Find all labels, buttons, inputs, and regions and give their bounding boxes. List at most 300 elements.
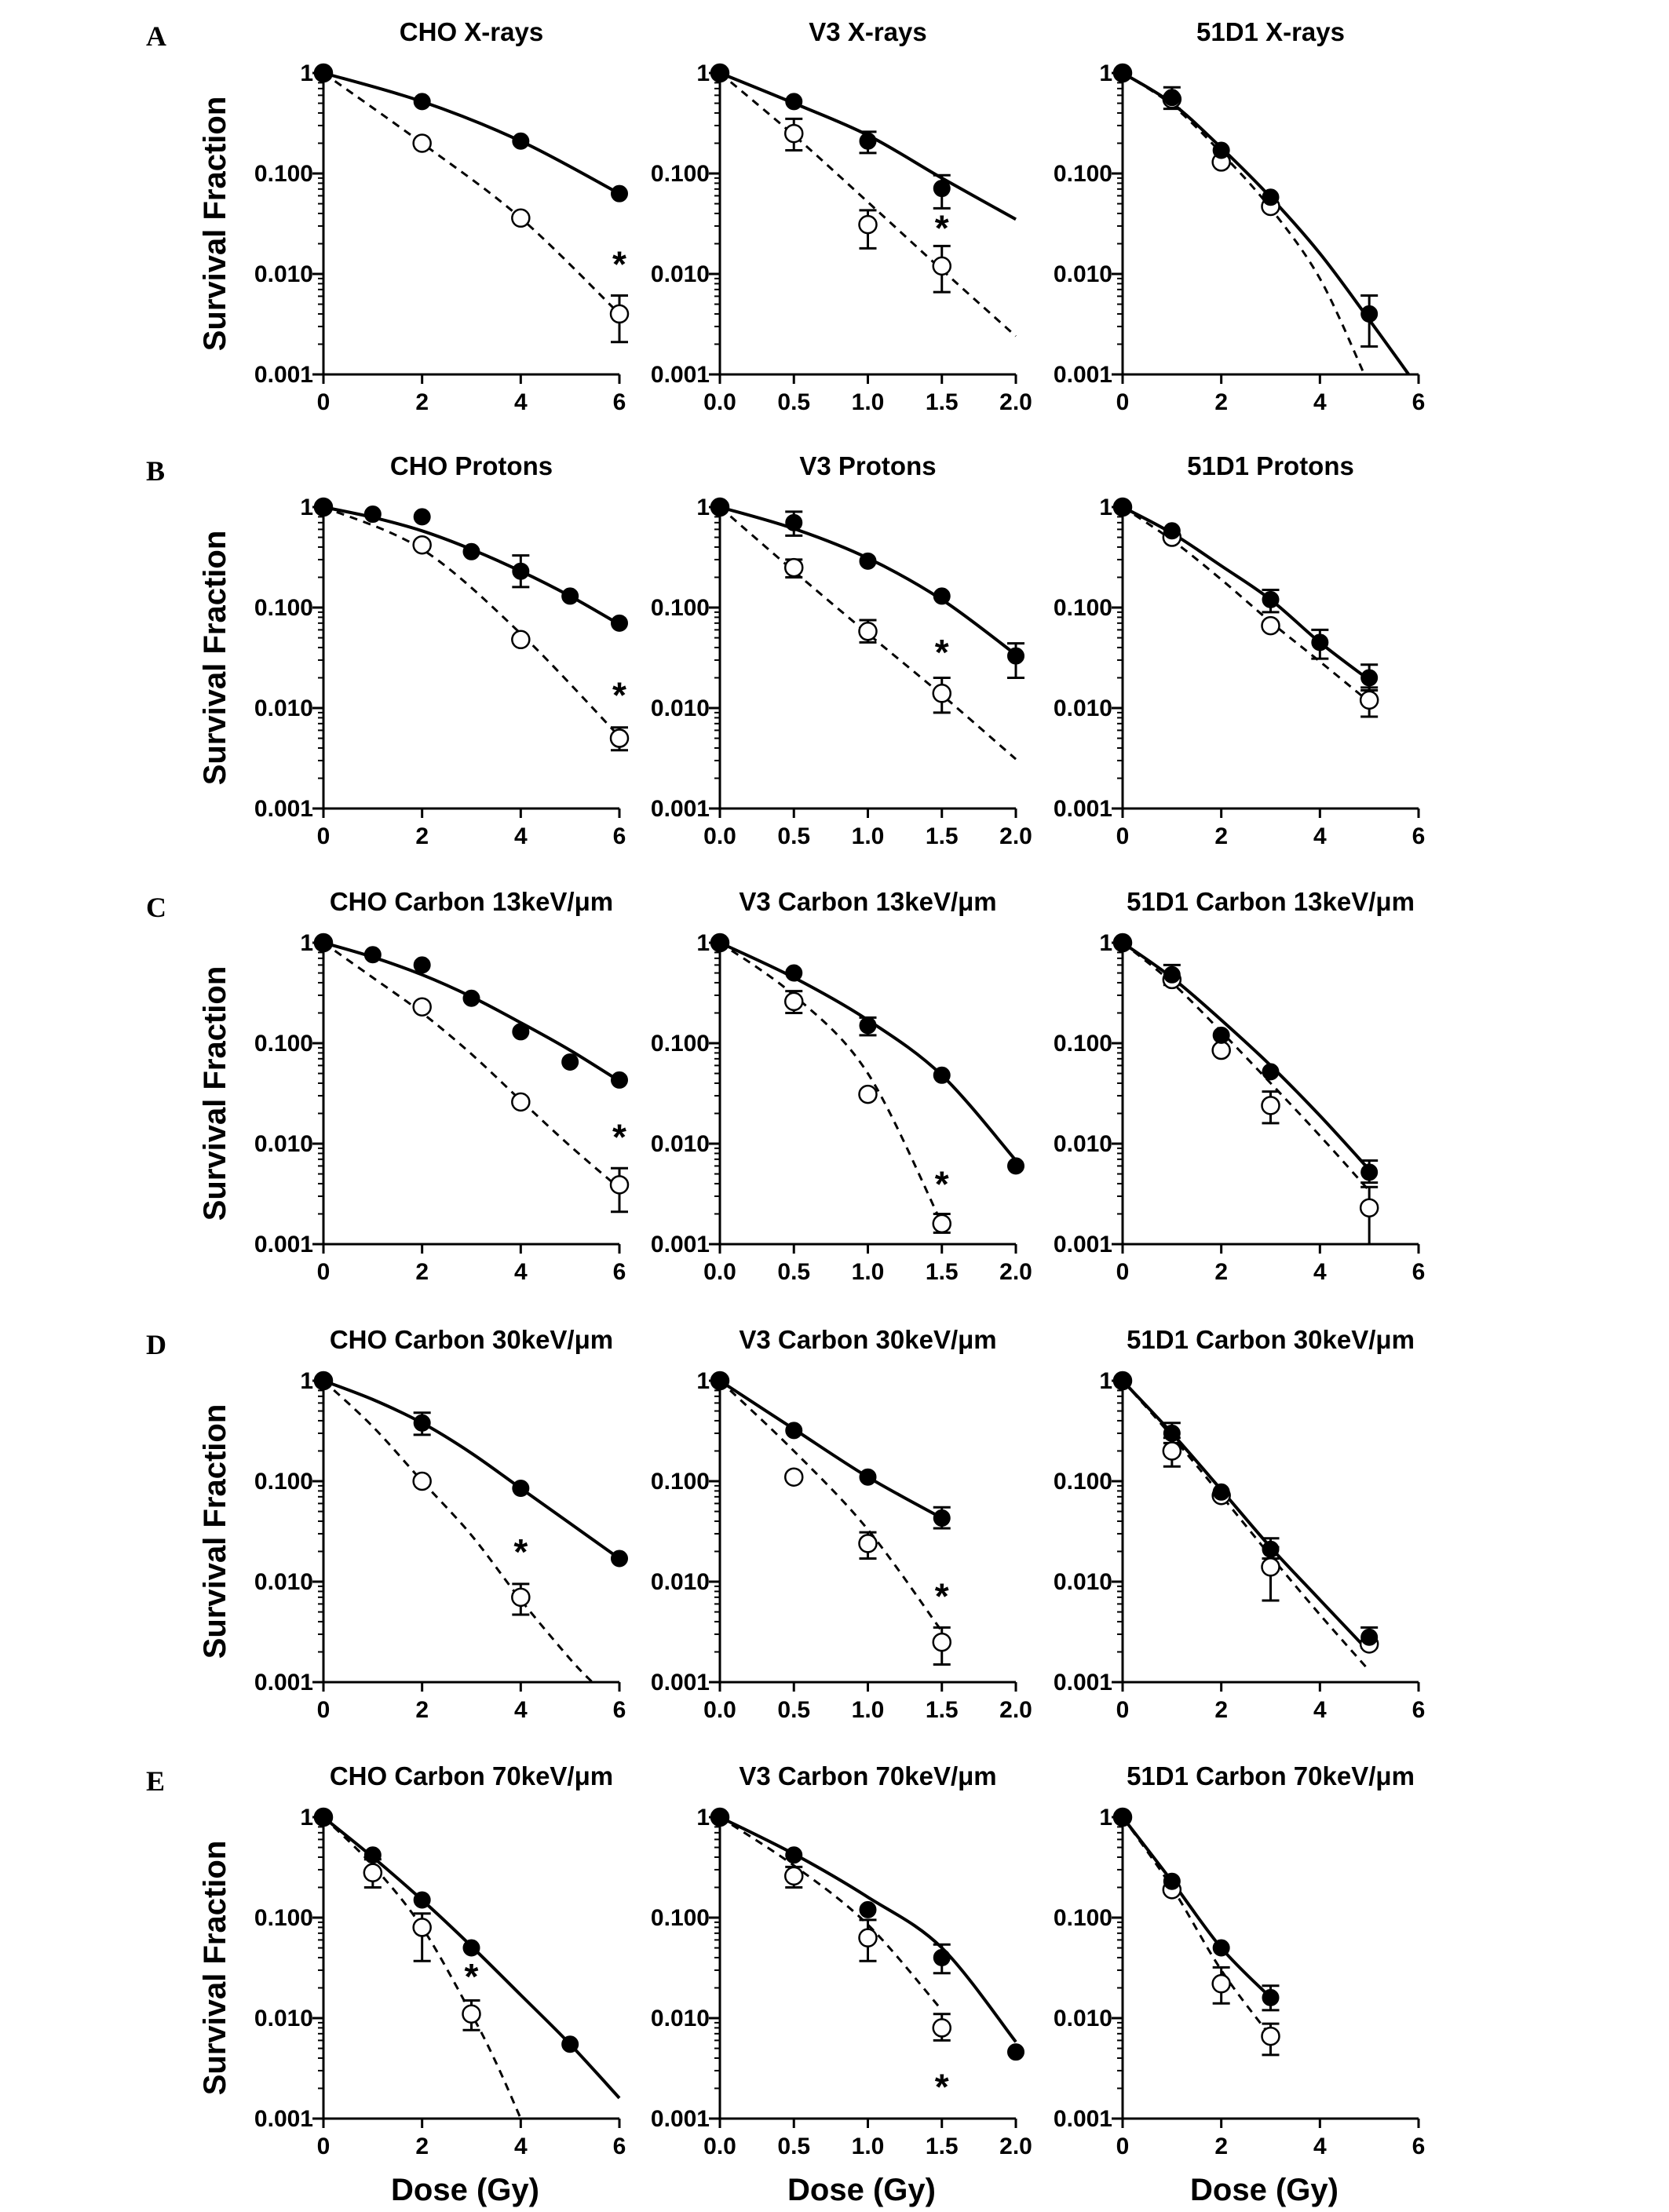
y-tick-label: 1 [696, 495, 710, 520]
open-data-point [933, 684, 951, 702]
x-tick-label: 2 [1214, 823, 1229, 849]
chart-cho-carbon-13kev-m [198, 887, 628, 1285]
y-axis-title: Survival Fraction [198, 530, 232, 786]
x-tick-label: 1.5 [925, 389, 959, 415]
open-fit-curve [720, 1381, 942, 1631]
significance-star: * [934, 207, 949, 249]
x-tick-label: 4 [1313, 389, 1327, 415]
open-data-point [933, 2019, 951, 2036]
x-tick-label: 6 [1412, 1259, 1426, 1285]
x-tick-label: 6 [1412, 2134, 1426, 2159]
x-tick-label: 1.5 [925, 1259, 959, 1285]
open-data-point [463, 2006, 480, 2023]
y-tick-label: 0.001 [650, 1232, 710, 1257]
y-tick-label: 0.001 [650, 1670, 710, 1696]
filled-data-point [415, 93, 430, 109]
x-tick-label: 2 [1214, 1259, 1229, 1285]
filled-data-point [316, 935, 331, 951]
x-tick-label: 2 [415, 823, 429, 849]
y-axis-title: Survival Fraction [198, 1840, 232, 2096]
y-tick-label: 0.100 [254, 1469, 313, 1495]
x-tick-label: 1.5 [925, 823, 959, 849]
y-tick-label: 1 [300, 1805, 313, 1831]
filled-data-point [1263, 1542, 1279, 1557]
x-axis-title: Dose (Gy) [1190, 2173, 1338, 2207]
y-tick-label: 0.001 [650, 2106, 710, 2132]
x-tick-label: 0.5 [777, 389, 811, 415]
x-tick-label: 0 [1116, 1259, 1130, 1285]
filled-data-point [786, 93, 802, 109]
filled-fit-curve [720, 943, 1016, 1160]
significance-star: * [934, 1575, 949, 1617]
y-tick-label: 0.001 [254, 2106, 313, 2132]
y-axis-title: Survival Fraction [198, 1403, 232, 1659]
significance-star: * [464, 1955, 479, 1997]
chart-cho-carbon-70kev-m [198, 1761, 626, 2207]
chart-title: V3 Carbon 30keV/μm [739, 1325, 997, 1354]
panel-label-a: A [146, 20, 166, 52]
y-tick-label: 0.001 [650, 796, 710, 822]
filled-data-point [1263, 1990, 1279, 2006]
x-tick-label: 0 [316, 389, 331, 415]
filled-data-point [1214, 1940, 1229, 1956]
x-tick-label: 0 [316, 1697, 331, 1723]
y-tick-label: 0.010 [1053, 2006, 1112, 2031]
open-data-point [1262, 1097, 1280, 1114]
filled-data-point [1115, 499, 1130, 515]
x-tick-label: 2 [415, 1697, 429, 1723]
x-tick-label: 6 [612, 1697, 626, 1723]
x-tick-label: 0 [316, 1259, 331, 1285]
filled-data-point [1164, 89, 1180, 105]
y-tick-label: 0.010 [1053, 695, 1112, 721]
open-data-point [1163, 1442, 1181, 1459]
y-tick-label: 1 [1099, 495, 1112, 520]
open-fit-curve [1123, 507, 1369, 702]
filled-data-point [1312, 634, 1328, 650]
y-tick-label: 0.100 [1053, 1469, 1112, 1495]
y-tick-label: 0.100 [1053, 1031, 1112, 1057]
open-data-point [364, 1864, 382, 1882]
x-tick-label: 0.0 [703, 1259, 736, 1285]
open-data-point [512, 1589, 529, 1606]
x-tick-label: 2.0 [999, 1697, 1032, 1723]
y-axis-title: Survival Fraction [198, 965, 232, 1221]
x-tick-label: 0 [1116, 1697, 1130, 1723]
y-tick-label: 0.010 [1053, 261, 1112, 287]
x-axis-title: Dose (Gy) [787, 2173, 936, 2207]
filled-data-point [1214, 143, 1229, 159]
filled-data-point [934, 1510, 950, 1526]
x-tick-label: 4 [513, 823, 528, 849]
significance-star: * [612, 674, 626, 716]
x-tick-label: 2 [1214, 389, 1229, 415]
x-tick-label: 0 [1116, 389, 1130, 415]
filled-data-point [1115, 65, 1130, 81]
filled-data-point [464, 544, 480, 560]
y-tick-label: 0.100 [1053, 1905, 1112, 1931]
x-tick-label: 1.5 [925, 2134, 959, 2159]
filled-data-point [1164, 967, 1180, 983]
chart-v3-carbon-70kev-m [651, 1761, 1032, 2207]
open-data-point [1262, 1558, 1280, 1575]
x-tick-label: 0 [1116, 823, 1130, 849]
x-tick-label: 6 [612, 823, 626, 849]
panel-label-e: E [146, 1765, 166, 1797]
open-data-point [785, 125, 802, 142]
x-tick-label: 4 [1313, 823, 1327, 849]
y-tick-label: 0.010 [254, 261, 313, 287]
y-tick-label: 0.010 [254, 695, 313, 721]
y-tick-label: 1 [696, 1368, 710, 1394]
x-tick-label: 2.0 [999, 2134, 1032, 2159]
open-data-point [860, 1086, 877, 1103]
chart-51d1-carbon-13kev-m [1054, 887, 1425, 1285]
y-tick-label: 1 [1099, 60, 1112, 86]
filled-data-point [365, 1847, 381, 1863]
y-tick-label: 0.100 [1053, 161, 1112, 187]
open-data-point [611, 1176, 628, 1193]
open-data-point [611, 305, 628, 323]
filled-data-point [612, 1551, 627, 1567]
open-fit-curve [1123, 73, 1364, 374]
filled-data-point [365, 506, 381, 522]
y-tick-label: 0.010 [1053, 1569, 1112, 1595]
filled-data-point [1263, 592, 1279, 608]
filled-data-point [316, 1373, 331, 1389]
chart-title: CHO Carbon 30keV/μm [329, 1325, 614, 1354]
filled-data-point [1164, 523, 1180, 538]
filled-data-point [934, 1068, 950, 1083]
filled-data-point [1115, 1809, 1130, 1825]
y-tick-label: 0.001 [254, 362, 313, 388]
x-tick-label: 0.5 [777, 1259, 811, 1285]
open-data-point [611, 730, 628, 747]
y-tick-label: 1 [696, 1805, 710, 1831]
x-tick-label: 1.5 [925, 1697, 959, 1723]
y-tick-label: 0.010 [650, 2006, 710, 2031]
chart-title: V3 Carbon 70keV/μm [739, 1761, 997, 1790]
x-tick-label: 1.0 [851, 1259, 885, 1285]
x-tick-label: 2 [415, 1259, 429, 1285]
y-tick-label: 0.100 [650, 1031, 710, 1057]
x-tick-label: 1.0 [851, 389, 885, 415]
chart-v3-carbon-30kev-m [651, 1325, 1032, 1723]
y-tick-label: 0.010 [650, 261, 710, 287]
y-tick-label: 0.001 [1053, 796, 1112, 822]
y-tick-label: 0.100 [254, 161, 313, 187]
filled-data-point [612, 1072, 627, 1088]
filled-fit-curve [720, 1381, 942, 1518]
filled-data-point [1361, 306, 1377, 322]
x-tick-label: 0.0 [703, 2134, 736, 2159]
chart-title: CHO X-rays [399, 17, 544, 46]
open-fit-curve [1123, 943, 1369, 1191]
filled-data-point [415, 1415, 430, 1431]
chart-51d1-protons [1054, 451, 1425, 849]
open-data-point [785, 1867, 802, 1885]
chart-title: 51D1 Carbon 30keV/μm [1127, 1325, 1415, 1354]
y-tick-label: 0.100 [254, 1031, 313, 1057]
y-tick-label: 1 [300, 930, 313, 956]
significance-star: * [934, 631, 949, 673]
y-tick-label: 0.001 [1053, 362, 1112, 388]
y-tick-label: 0.100 [254, 595, 313, 621]
x-tick-label: 4 [513, 389, 528, 415]
filled-data-point [1361, 1630, 1377, 1645]
open-data-point [1213, 1042, 1230, 1059]
y-tick-label: 0.010 [1053, 1131, 1112, 1157]
filled-data-point [934, 1950, 950, 1966]
chart-cho-x-rays [198, 17, 628, 415]
open-data-point [512, 210, 529, 227]
y-tick-label: 0.001 [254, 796, 313, 822]
filled-data-point [1008, 648, 1024, 664]
open-data-point [414, 134, 431, 151]
filled-data-point [786, 965, 802, 981]
significance-star: * [934, 2066, 949, 2108]
chart-51d1-carbon-70kev-m [1054, 1761, 1425, 2207]
x-tick-label: 2.0 [999, 1259, 1032, 1285]
open-data-point [933, 1633, 951, 1651]
filled-data-point [1263, 1064, 1279, 1079]
filled-data-point [860, 1469, 876, 1485]
chart-title: CHO Carbon 70keV/μm [329, 1761, 614, 1790]
chart-title: V3 X-rays [809, 17, 927, 46]
filled-data-point [934, 181, 950, 196]
chart-title: CHO Carbon 13keV/μm [329, 887, 614, 916]
filled-fit-curve [1123, 73, 1408, 374]
open-data-point [414, 998, 431, 1016]
filled-data-point [1263, 189, 1279, 205]
chart-title: V3 Carbon 13keV/μm [739, 887, 997, 916]
open-data-point [512, 631, 529, 648]
filled-data-point [316, 65, 331, 81]
y-tick-label: 0.001 [650, 362, 710, 388]
significance-star: * [612, 1116, 626, 1158]
chart-v3-protons [651, 451, 1032, 849]
significance-star: * [934, 1163, 949, 1205]
open-fit-curve [323, 1381, 592, 1682]
filled-data-point [316, 1809, 331, 1825]
filled-data-point [513, 1024, 528, 1039]
filled-data-point [1008, 2044, 1024, 2060]
open-data-point [1213, 1975, 1230, 1992]
y-tick-label: 0.100 [650, 161, 710, 187]
filled-data-point [513, 564, 528, 579]
chart-51d1-x-rays [1054, 17, 1425, 415]
y-tick-label: 1 [1099, 930, 1112, 956]
x-tick-label: 4 [513, 1259, 528, 1285]
filled-data-point [513, 1480, 528, 1496]
filled-data-point [415, 957, 430, 973]
open-fit-curve [323, 73, 619, 314]
y-tick-label: 0.010 [650, 695, 710, 721]
filled-fit-curve [1123, 1817, 1271, 1998]
filled-data-point [786, 515, 802, 531]
open-data-point [512, 1093, 529, 1111]
y-tick-label: 0.010 [254, 1131, 313, 1157]
y-tick-label: 0.010 [650, 1131, 710, 1157]
filled-data-point [612, 615, 627, 631]
filled-data-point [934, 588, 950, 604]
filled-data-point [316, 499, 331, 515]
open-fit-curve [1123, 1381, 1369, 1670]
chart-v3-carbon-13kev-m [651, 887, 1032, 1285]
x-tick-label: 6 [1412, 823, 1426, 849]
filled-data-point [1115, 1373, 1130, 1389]
open-data-point [414, 1918, 431, 1936]
y-tick-label: 1 [300, 495, 313, 520]
panel-label-b: B [146, 455, 166, 487]
x-tick-label: 0.5 [777, 823, 811, 849]
y-axis-title: Survival Fraction [198, 96, 232, 352]
open-fit-curve [323, 1817, 520, 2119]
filled-data-point [860, 133, 876, 149]
open-data-point [414, 1473, 431, 1490]
chart-title: 51D1 X-rays [1196, 17, 1345, 46]
open-data-point [785, 993, 802, 1010]
filled-fit-curve [323, 507, 619, 624]
filled-data-point [562, 1054, 578, 1070]
filled-fit-curve [1123, 943, 1369, 1170]
chart-51d1-carbon-30kev-m [1054, 1325, 1425, 1723]
open-data-point [860, 216, 877, 233]
open-data-point [1360, 692, 1378, 709]
x-tick-label: 2 [415, 2134, 429, 2159]
x-tick-label: 4 [1313, 1259, 1327, 1285]
x-tick-label: 0.5 [777, 2134, 811, 2159]
x-tick-label: 6 [1412, 389, 1426, 415]
y-tick-label: 1 [1099, 1805, 1112, 1831]
chart-title: 51D1 Carbon 70keV/μm [1127, 1761, 1415, 1790]
filled-fit-curve [323, 73, 619, 194]
x-tick-label: 0.5 [777, 1697, 811, 1723]
open-data-point [785, 559, 802, 576]
y-tick-label: 0.001 [1053, 2106, 1112, 2132]
open-fit-curve [720, 1817, 942, 2010]
x-tick-label: 0.0 [703, 823, 736, 849]
y-tick-label: 0.001 [254, 1670, 313, 1696]
open-fit-curve [720, 943, 942, 1224]
filled-data-point [712, 65, 728, 81]
x-tick-label: 0 [316, 2134, 331, 2159]
y-tick-label: 0.001 [254, 1232, 313, 1257]
filled-data-point [612, 186, 627, 202]
open-fit-curve [720, 73, 1016, 336]
filled-data-point [1164, 1874, 1180, 1889]
filled-data-point [860, 553, 876, 569]
chart-cho-protons [198, 451, 628, 849]
x-tick-label: 0.0 [703, 389, 736, 415]
y-tick-label: 0.100 [650, 1905, 710, 1931]
panel-label-c: C [146, 892, 166, 923]
x-tick-label: 0 [316, 823, 331, 849]
open-data-point [860, 622, 877, 640]
filled-fit-curve [1123, 1381, 1369, 1652]
x-tick-label: 2 [1214, 2134, 1229, 2159]
filled-data-point [1214, 1028, 1229, 1043]
significance-star: * [513, 1531, 528, 1573]
y-tick-label: 0.010 [254, 2006, 313, 2031]
filled-fit-curve [323, 1381, 619, 1559]
filled-data-point [786, 1422, 802, 1438]
open-fit-curve [323, 507, 619, 736]
x-tick-label: 2.0 [999, 389, 1032, 415]
open-data-point [1360, 1199, 1378, 1217]
filled-data-point [562, 588, 578, 604]
filled-data-point [1164, 1425, 1180, 1441]
filled-data-point [415, 1892, 430, 1907]
filled-fit-curve [1123, 507, 1369, 680]
x-tick-label: 4 [513, 1697, 528, 1723]
open-data-point [860, 1929, 877, 1947]
x-axis-title: Dose (Gy) [391, 2173, 539, 2207]
chart-title: V3 Protons [799, 451, 937, 480]
x-tick-label: 2.0 [999, 823, 1032, 849]
filled-data-point [464, 1940, 480, 1956]
x-tick-label: 6 [612, 1259, 626, 1285]
filled-data-point [415, 509, 430, 524]
filled-data-point [513, 133, 528, 149]
filled-data-point [365, 947, 381, 962]
open-fit-curve [1123, 1817, 1271, 2036]
open-data-point [860, 1535, 877, 1552]
x-tick-label: 6 [1412, 1697, 1426, 1723]
y-tick-label: 0.100 [650, 595, 710, 621]
open-data-point [933, 1215, 951, 1232]
significance-star: * [612, 243, 626, 285]
chart-title: 51D1 Protons [1187, 451, 1354, 480]
x-tick-label: 6 [612, 2134, 626, 2159]
y-tick-label: 0.001 [1053, 1232, 1112, 1257]
y-tick-label: 1 [696, 60, 710, 86]
chart-cho-carbon-30kev-m [198, 1325, 627, 1723]
open-data-point [933, 257, 951, 275]
y-tick-label: 1 [1099, 1368, 1112, 1394]
filled-data-point [712, 1373, 728, 1389]
filled-data-point [712, 499, 728, 515]
y-tick-label: 0.010 [254, 1569, 313, 1595]
x-tick-label: 4 [513, 2134, 528, 2159]
x-tick-label: 1.0 [851, 823, 885, 849]
y-tick-label: 1 [300, 60, 313, 86]
filled-data-point [1361, 1164, 1377, 1180]
x-tick-label: 6 [612, 389, 626, 415]
filled-data-point [1214, 1484, 1229, 1500]
x-tick-label: 0.0 [703, 1697, 736, 1723]
filled-data-point [860, 1017, 876, 1033]
x-tick-label: 2 [1214, 1697, 1229, 1723]
filled-data-point [786, 1847, 802, 1863]
x-tick-label: 4 [1313, 2134, 1327, 2159]
filled-data-point [1361, 670, 1377, 685]
y-tick-label: 0.001 [1053, 1670, 1112, 1696]
filled-data-point [860, 1902, 876, 1918]
x-tick-label: 4 [1313, 1697, 1327, 1723]
open-data-point [1262, 2028, 1280, 2045]
filled-data-point [562, 2036, 578, 2052]
chart-title: 51D1 Carbon 13keV/μm [1127, 887, 1415, 916]
y-tick-label: 0.100 [254, 1905, 313, 1931]
x-tick-label: 2 [415, 389, 429, 415]
y-tick-label: 1 [696, 930, 710, 956]
filled-data-point [1008, 1158, 1024, 1174]
chart-v3-x-rays [651, 17, 1032, 415]
x-tick-label: 1.0 [851, 2134, 885, 2159]
filled-data-point [712, 935, 728, 951]
chart-title: CHO Protons [389, 451, 553, 480]
